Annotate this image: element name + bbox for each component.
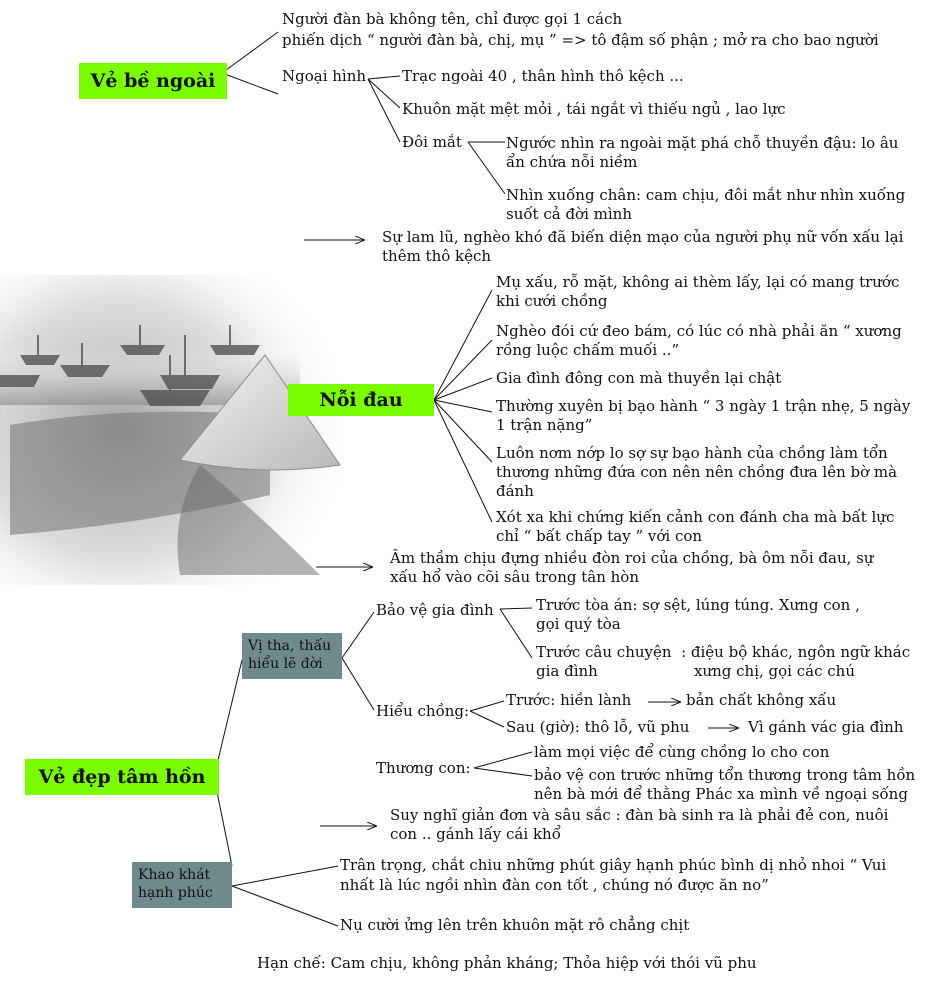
- node-ve-dep-tam-hon: Vẻ đẹp tâm hồn: [25, 759, 219, 795]
- truoc-toa-line2: gọi quý tòa: [536, 615, 621, 633]
- tran-trong-line1: Trân trọng, chắt chiu những phút giây hạnh phúc bình dị nhỏ nhoi “ Vui: [340, 856, 887, 874]
- noi-dau-item-3: Gia đình đông con mà thuyền lại chật: [496, 369, 782, 387]
- noi-dau-item-5-line2: thương những đứa con nên nên chồng đưa lên bờ mà: [496, 463, 898, 481]
- thuong-con-line1: làm mọi việc để cùng chồng lo cho con: [534, 743, 830, 761]
- thuong-con-line2: bảo vệ con trước những tổn thương trong tâm hồn: [534, 766, 916, 784]
- nhin-xuong-line2: suốt cả đời mình: [506, 205, 632, 223]
- node-noi-dau: Nỗi đau: [288, 384, 434, 416]
- node-khao-khat: [132, 862, 232, 908]
- noi-dau-item-5-line1: Luôn nơm nớp lo sợ sự bạo hành của chồng làm tổn: [496, 444, 888, 462]
- name-note-line1: Người đàn bà không tên, chỉ được gọi 1 cách: [282, 10, 623, 28]
- khao-khat-line2: hạnh phúc: [138, 885, 213, 901]
- truoc-cau-chuyen-xung-chi: xưng chị, gọi các chú: [694, 662, 855, 680]
- ve-be-ngoai-conclusion-line1: Sự lam lũ, nghèo khó đã biến diện mạo của người phụ nữ vốn xấu lại: [382, 228, 904, 246]
- name-note-line2: phiến dịch “ người đàn bà, chị, mụ ” => tô đậm số phận ; mở ra cho bao người: [282, 31, 879, 49]
- hieu-chong-sau-result: Vì gánh vác gia đình: [748, 718, 904, 736]
- han-che-text: Hạn chế: Cam chịu, không phản kháng; Thỏa hiệp với thói vũ phu: [257, 954, 757, 972]
- khao-khat-line1: Khao khát: [138, 867, 211, 883]
- truoc-cau-chuyen-line1: Trước câu chuyện : điệu bộ khác, ngôn ngữ khác: [536, 643, 911, 661]
- suy-nghi-line2: con .. gánh lấy cái khổ: [390, 825, 561, 843]
- truoc-toa-line1: Trước tòa án: sợ sệt, lúng túng. Xưng con ,: [536, 596, 860, 614]
- noi-dau-conclusion-line2: xấu hổ vào cõi sâu trong tân hòn: [390, 568, 639, 586]
- trac-ngoai-text: Trạc ngoài 40 , thân hình thô kệch ...: [402, 67, 684, 85]
- noi-dau-item-4-line2: 1 trận nặng”: [496, 416, 593, 434]
- tran-trong-line2: nhất là lúc ngồi nhìn đàn con tốt , chúng nó được ăn no”: [340, 876, 769, 894]
- nu-cuoi-text: Nụ cười ửng lên trên khuôn mặt rô chẳng chịt: [340, 916, 690, 934]
- nguoc-nhin-line1: Ngước nhìn ra ngoài mặt phá chỗ thuyền đậu: lo âu: [506, 134, 899, 152]
- ngoai-hinh-label: Ngoại hình: [282, 67, 367, 85]
- nhin-xuong-line1: Nhìn xuống chân: cam chịu, đôi mắt như nhìn xuống: [506, 186, 906, 204]
- suy-nghi-line1: Suy nghĩ giản đơn và sâu sắc : đàn bà sinh ra là phải đẻ con, nuôi: [390, 806, 889, 824]
- nguoc-nhin-line2: ẩn chứa nỗi niềm: [506, 153, 638, 171]
- noi-dau-item-6-line1: Xót xa khi chứng kiến cảnh con đánh cha mà bất lực: [496, 508, 895, 526]
- hieu-chong-truoc-result: bản chất không xấu: [686, 691, 837, 709]
- bao-ve-gia-dinh-label: Bảo vệ gia đình: [376, 601, 494, 619]
- khuon-mat-text: Khuôn mặt mệt mỏi , tái ngắt vì thiếu ngủ , lao lực: [402, 100, 786, 118]
- noi-dau-conclusion-line1: Âm thầm chịu đựng nhiều đòn roi của chồng, bà ôm nỗi đau, sự: [390, 549, 874, 567]
- thuong-con-line3: nên bà mới để thằng Phác xa mình về ngoại sống: [534, 785, 908, 803]
- vi-tha-line1: Vị tha, thấu: [248, 638, 332, 654]
- hieu-chong-truoc: Trước: hiền lành: [506, 691, 632, 709]
- thuong-con-label: Thương con:: [376, 759, 471, 777]
- truoc-cau-chuyen-gia-dinh: gia đình: [536, 662, 598, 680]
- noi-dau-item-4-line1: Thường xuyên bị bạo hành “ 3 ngày 1 trận nhẹ, 5 ngày: [496, 397, 911, 415]
- ve-be-ngoai-conclusion-line2: thêm thô kệch: [382, 247, 492, 265]
- noi-dau-item-1-line2: khi cưới chồng: [496, 292, 608, 310]
- noi-dau-item-2-line2: rồng luộc chấm muối ..”: [496, 341, 680, 359]
- node-vi-tha: [242, 633, 342, 679]
- doi-mat-label: Đôi mắt: [402, 133, 462, 151]
- noi-dau-item-5-line3: đánh: [496, 482, 534, 500]
- noi-dau-item-6-line2: chỉ “ bất chấp tay ” với con: [496, 527, 703, 545]
- hieu-chong-sau: Sau (giờ): thô lỗ, vũ phu: [506, 718, 690, 736]
- vi-tha-line2: hiểu lẽ đời: [248, 656, 323, 672]
- noi-dau-item-2-line1: Nghèo đói cứ đeo bám, có lúc có nhà phải ăn “ xương: [496, 322, 902, 340]
- hieu-chong-label: Hiểu chồng:: [376, 702, 470, 720]
- noi-dau-item-1-line1: Mụ xấu, rỗ mặt, không ai thèm lấy, lại có mang trước: [496, 273, 900, 291]
- node-ve-be-ngoai: Vẻ bề ngoài: [79, 63, 227, 99]
